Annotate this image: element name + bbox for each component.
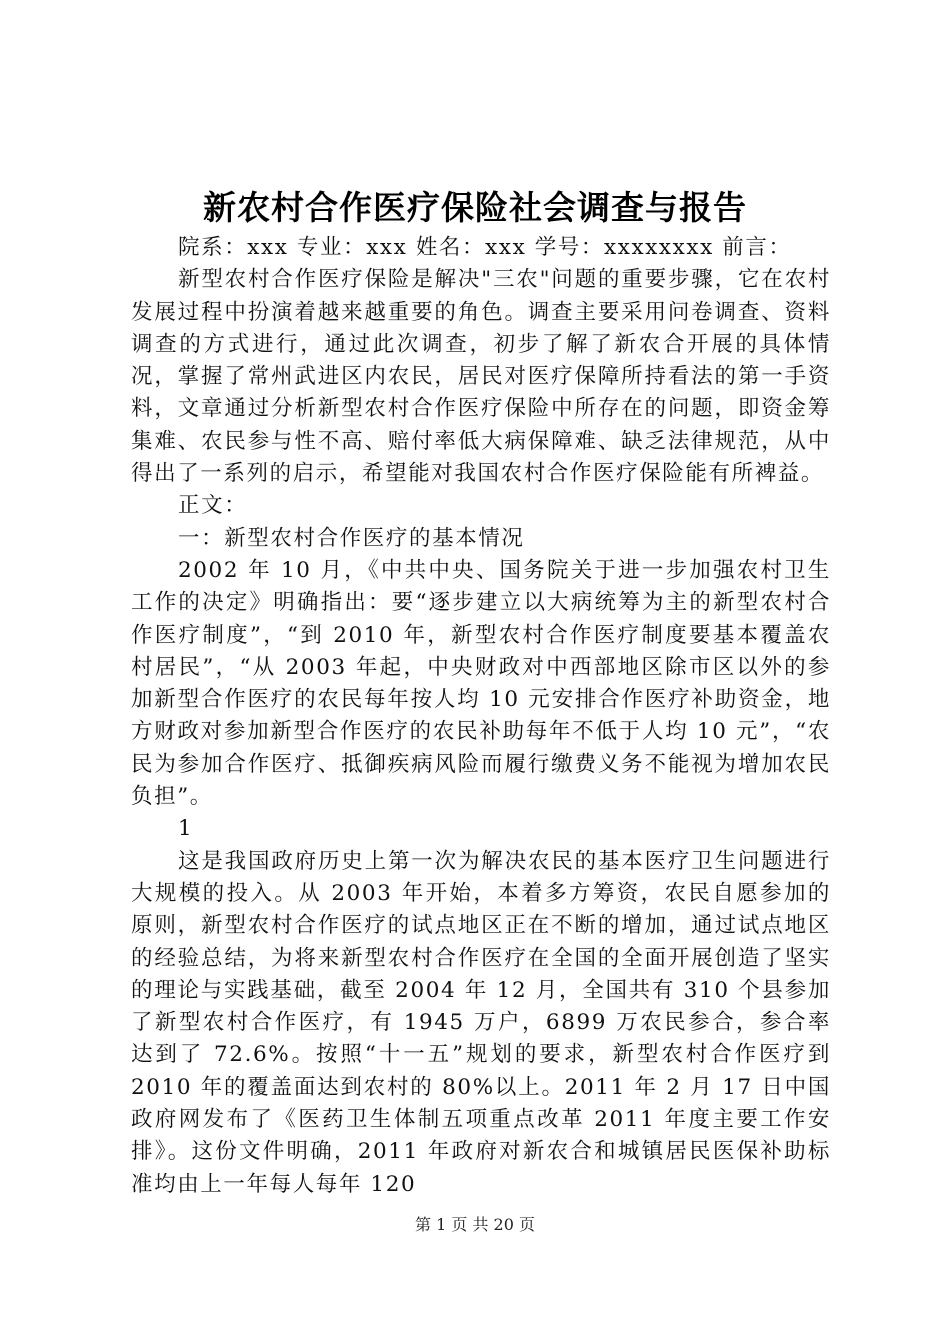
footnote-marker: 1: [178, 816, 194, 842]
paragraph-investment: 这是我国政府历史上第一次为解决农民的基本医疗卫生问题进行大规模的投入。从 2003 年开始，本着多方筹资，农民自愿参加的原则，新型农村合作医疗的试点地区正在不断的增加，通过试点地区的经验总结，为将来新型农村合作医疗在全国的全面开展创造了坚实的理论与实践基础，截至 2004 年 12 月，全国共有 310 个县参加了新型农村合作医疗，有 1945 万户，6899 万农民参合，参合率达到了 72.6%。按照“十一五”规划的要求，新型农村合作医疗到 2010 年的覆盖面达到农村的 80%以上。2011 年 2 月 17 日中国政府网发布了《医药卫生体制五项重点改革 2011 年度主要工作安排》。这份文件明确，2011 年政府对新农合和城镇居民医保补助标准均由上一年每人每年 120: [131, 848, 831, 1197]
body-label: 正文：: [178, 493, 248, 519]
document-title: 新农村合作医疗保险社会调查与报告: [203, 188, 747, 227]
paragraph-policy-2002: 2002 年 10 月，《中共中央、国务院关于进一步加强农村卫生工作的决定》明确指出：要“逐步建立以大病统筹为主的新型农村合作医疗制度”，“到 2010 年，新型农村合作医疗制度要基本覆盖农村居民”，“从 2003 年起，中央财政对中西部地区除市区以外的参加新型合作医疗的农民每年按人均 10 元安排合作医疗补助资金，地方财政对参加新型合作医疗的农民补助每年不低于人均 10 元”，“农民为参加合作医疗、抵御疾病风险而履行缴费义务不能视为增加农民负担”。: [131, 557, 831, 810]
page-number-footer: 第 1 页 共 20 页: [415, 1215, 535, 1234]
section-heading: 一：新型农村合作医疗的基本情况: [178, 525, 525, 551]
author-meta-line: 院系：xxx 专业：xxx 姓名：xxx 学号：xxxxxxxx 前言：: [178, 235, 792, 260]
document-body: [131, 232, 831, 1201]
intro-paragraph: 新型农村合作医疗保险是解决"三农"问题的重要步骤，它在农村发展过程中扮演着越来越重要的角色。调查主要采用问卷调查、资料调查的方式进行，通过此次调查，初步了解了新农合开展的具体情况，掌握了常州武进区内农民，居民对医疗保障所持看法的第一手资料，文章通过分析新型农村合作医疗保险中所存在的问题，即资金筹集难、农民参与性不高、赔付率低大病保障难、缺乏法律规范，从中得出了一系列的启示，希望能对我国农村合作医疗保险能有所裨益。: [131, 267, 831, 487]
